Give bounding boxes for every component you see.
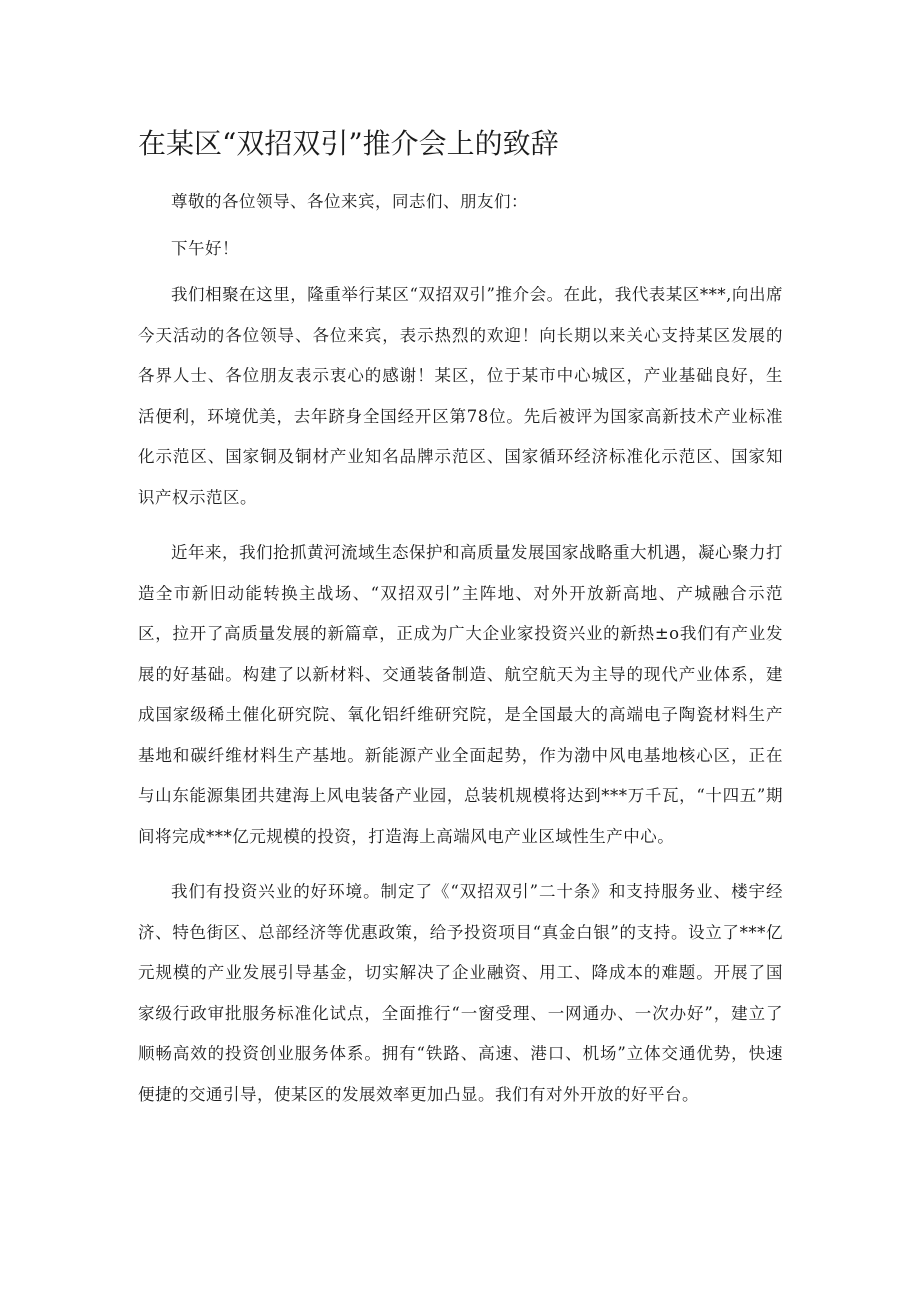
body-paragraph: 近年来，我们抢抓黄河流域生态保护和高质量发展国家战略重大机遇，凝心聚力打造全市新旧动能转换主战场、“双招双引”主阵地、对外开放新高地、产城融合示范区，拉开了高质量发展的新篇章，正成为广大企业家投资兴业的新热±o我们有产业发展的好基础。构建了以新材料、交通装备制造、航空航天为主导的现代产业体系，建成国家级稀土催化研究院、氧化铝纤维研究院，是全国最大的高端电子陶瓷材料生产基地和碳纤维材料生产基地。新能源产业全面起势，作为渤中风电基地核心区，正在与山东能源集团共建海上风电装备产业园，总装机规模将达到***万千瓦，“十四五”期间将完成***亿元规模的投资，打造海上高端风电产业区域性生产中心。 (138, 543, 783, 846)
greeting-paragraph: 下午好！ (171, 238, 239, 258)
body-paragraph: 我们有投资兴业的好环境。制定了《“双招双引”二十条》和支持服务业、楼宇经济、特色街区、总部经济等优惠政策，给予投资项目“真金白银”的支持。设立了***亿元规模的产业发展引导基金，切实解决了企业融资、用工、降成本的难题。开展了国家级行政审批服务标准化试点，全面推行“一窗受理、一网通办、一次办好”，建立了顺畅高效的投资创业服务体系。拥有“铁路、高速、港口、机场”立体交通优势，快速便捷的交通引导，使某区的发展效率更加凸显。我们有对外开放的好平台。 (138, 882, 783, 1104)
salutation-paragraph: 尊敬的各位领导、各位来宾，同志们、朋友们： (171, 192, 528, 211)
body-paragraph: 我们相聚在这里，隆重举行某区“双招双引”推介会。在此，我代表某区***,向出席今天活动的各位领导、各位来宾，表示热烈的欢迎！向长期以来关心支持某区发展的各界人士、各位朋友表示衷心的感谢！某区，位于某市中心城区，产业基础良好，生活便利，环境优美，去年跻身全国经开区第78位。先后被评为国家高新技术产业标准化示范区、国家铜及铜材产业知名品牌示范区、国家循环经济标准化示范区、国家知识产权示范区。 (138, 285, 783, 507)
page-title: 在某区“双招双引”推介会上的致辞 (138, 127, 559, 160)
document-body (138, 182, 783, 1130)
